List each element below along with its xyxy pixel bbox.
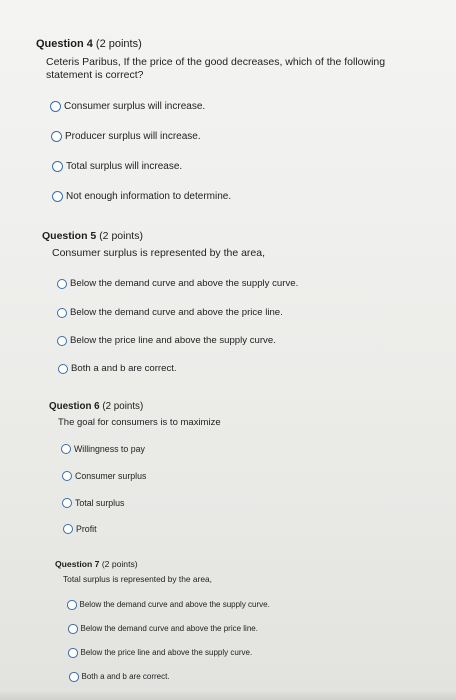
answer-option-label: Total surplus will increase. bbox=[66, 161, 183, 172]
question-number: Question 5 bbox=[42, 230, 97, 242]
question-number: Question 6 bbox=[49, 401, 100, 412]
answer-option[interactable] bbox=[69, 672, 170, 682]
question-text: The goal for consumers is to maximize bbox=[58, 417, 221, 428]
answer-option[interactable] bbox=[63, 524, 97, 534]
answer-option-label: Below the demand curve and above the supply curve. bbox=[79, 600, 270, 610]
radio-icon[interactable] bbox=[52, 191, 63, 202]
answer-option[interactable] bbox=[61, 444, 145, 454]
question-points: (2 points) bbox=[101, 559, 138, 569]
answer-option[interactable] bbox=[68, 648, 252, 658]
radio-icon[interactable] bbox=[62, 471, 72, 481]
radio-icon[interactable] bbox=[52, 161, 63, 172]
radio-icon[interactable] bbox=[68, 648, 78, 658]
question-text: Ceteris Paribus, If the price of the good decreases, which of the following statement is correct? bbox=[46, 56, 386, 81]
answer-option-label: Willingness to pay bbox=[74, 444, 145, 454]
question-6 bbox=[49, 400, 369, 429]
radio-icon[interactable] bbox=[68, 624, 78, 634]
answer-option-label: Below the demand curve and above the price line. bbox=[80, 624, 258, 634]
radio-icon[interactable] bbox=[57, 336, 67, 346]
answer-option[interactable] bbox=[57, 335, 276, 346]
question-heading bbox=[55, 558, 375, 571]
answer-option[interactable] bbox=[52, 191, 231, 202]
answer-option[interactable] bbox=[62, 471, 146, 481]
question-points: (2 points) bbox=[102, 401, 144, 412]
answer-option-label: Both a and b are correct. bbox=[71, 363, 177, 374]
radio-icon[interactable] bbox=[62, 498, 72, 508]
answer-option[interactable] bbox=[67, 600, 270, 610]
answer-option[interactable] bbox=[51, 131, 201, 142]
answer-option-label: Consumer surplus will increase. bbox=[64, 101, 206, 112]
question-points: (2 points) bbox=[99, 230, 143, 242]
radio-icon[interactable] bbox=[69, 672, 79, 682]
answer-option-label: Below the demand curve and above the price line. bbox=[70, 307, 283, 318]
question-points: (2 points) bbox=[95, 38, 142, 50]
answer-option-label: Producer surplus will increase. bbox=[65, 131, 201, 142]
question-heading bbox=[36, 38, 396, 51]
answer-option[interactable] bbox=[62, 498, 124, 508]
question-heading bbox=[49, 400, 369, 413]
answer-option-label: Below the price line and above the supply curve. bbox=[70, 335, 276, 346]
answer-option-label: Below the price line and above the supply curve. bbox=[80, 648, 253, 658]
question-5 bbox=[42, 230, 382, 260]
question-4 bbox=[36, 38, 396, 82]
answer-option[interactable] bbox=[57, 278, 298, 289]
radio-icon[interactable] bbox=[50, 101, 61, 112]
question-text: Total surplus is represented by the area, bbox=[63, 574, 212, 584]
question-heading bbox=[42, 230, 382, 243]
answer-option[interactable] bbox=[50, 101, 205, 112]
question-number: Question 7 bbox=[55, 559, 100, 569]
radio-icon[interactable] bbox=[58, 364, 68, 374]
radio-icon[interactable] bbox=[63, 524, 73, 534]
answer-option[interactable] bbox=[52, 161, 182, 172]
question-text: Consumer surplus is represented by the area, bbox=[52, 247, 266, 259]
radio-icon[interactable] bbox=[57, 279, 67, 289]
answer-option[interactable] bbox=[68, 624, 258, 634]
radio-icon[interactable] bbox=[51, 131, 62, 142]
answer-option-label: Below the demand curve and above the supply curve. bbox=[70, 278, 299, 289]
answer-option[interactable] bbox=[58, 363, 177, 374]
radio-icon[interactable] bbox=[67, 600, 77, 610]
radio-icon[interactable] bbox=[57, 308, 67, 318]
answer-option[interactable] bbox=[57, 307, 283, 318]
answer-option-label: Consumer surplus bbox=[75, 471, 147, 481]
bottom-shadow bbox=[0, 690, 456, 700]
question-7 bbox=[55, 558, 375, 586]
answer-option-label: Profit bbox=[76, 524, 97, 534]
answer-option-label: Total surplus bbox=[75, 498, 125, 508]
radio-icon[interactable] bbox=[61, 444, 71, 454]
answer-option-label: Both a and b are correct. bbox=[81, 672, 170, 682]
answer-option-label: Not enough information to determine. bbox=[66, 191, 232, 202]
question-number: Question 4 bbox=[36, 38, 93, 50]
